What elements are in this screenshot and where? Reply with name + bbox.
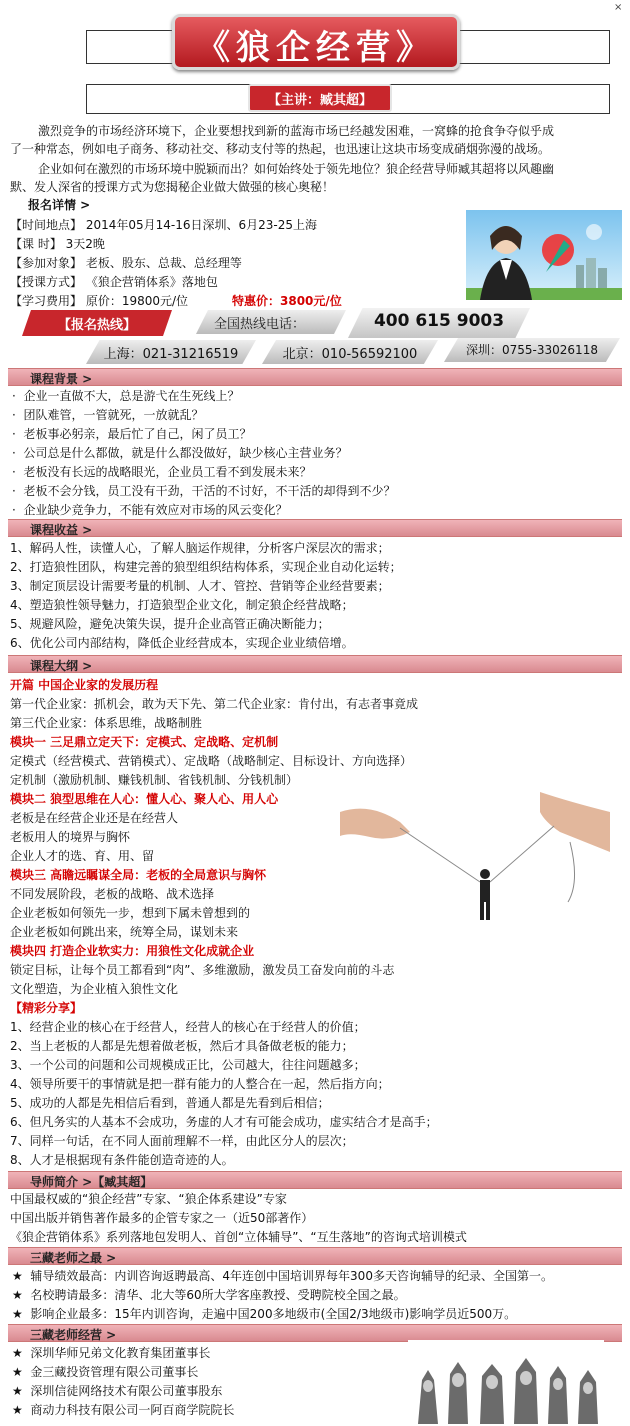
list-item: ★ 深圳华师兄弟文化教育集团董事长	[12, 1346, 211, 1360]
benefits-heading: 课程收益 >	[30, 523, 93, 537]
star-icon: ★	[12, 1384, 23, 1398]
list-item: · 老板事必躬亲，最后忙了自己，闲了员工？	[12, 427, 252, 441]
corner-mark: ×	[614, 2, 623, 13]
records-section-header	[8, 1247, 622, 1265]
list-item: 6、但凡务实的人基本不会成功，务虚的人才有可能会成功，虚实结合才是高手；	[10, 1115, 438, 1129]
list-item: 1、经营企业的核心在于经营人，经营人的核心在于经营人的价值；	[10, 1020, 366, 1034]
beijing-number: 北京：010-56592100	[282, 347, 418, 362]
intro-p2b: 默、发人深省的授课方式为您揭秘企业做大做强的核心奥秘！	[10, 180, 335, 194]
list-item: 《狼企营销体系》系列落地包发明人、首创“立体辅导”、“互生落地”的咨询式培训模式	[10, 1230, 467, 1244]
list-item: · 企业缺少竞争力，不能有效应对市场的风云变化？	[12, 503, 288, 517]
outline-text: 文化塑造，为企业植入狼性文化	[10, 982, 179, 996]
outline-text: 老板是在经营企业还是在经营人	[10, 811, 179, 825]
intro-p1a: 激烈竞争的市场经济环境下，企业要想找到新的蓝海市场已经越发困难，一窝蜂的抢食争夺似乎成	[38, 124, 555, 138]
outline-module-1: 模块一 三足鼎立定天下：定模式、定战略、定机制	[10, 735, 279, 749]
list-item: ★ 商动力科技有限公司一阿百商学院院长	[12, 1403, 235, 1417]
list-item: · 老板没有长远的战略眼光，企业员工看不到发展未来？	[12, 465, 312, 479]
list-item: 6、优化公司内部结构，降低企业经营成本，实现企业业绩倍增。	[10, 636, 354, 650]
shanghai-number: 上海：021-31216519	[103, 347, 239, 362]
star-icon: ★	[12, 1269, 23, 1283]
list-item: · 企业一直做不大，总是游弋在生死线上？	[12, 389, 240, 403]
puppet-hands-image	[340, 792, 610, 932]
list-item: 8、人才是根据现有条件能创造奇迹的人。	[10, 1153, 234, 1167]
list-item: 中国最权威的“狼企经营”专家、“狼企体系建设”专家	[10, 1192, 287, 1206]
national-hotline-label: 全国热线电话：	[214, 317, 306, 332]
wolf-pack-image	[408, 1340, 604, 1424]
outline-section-header	[8, 655, 622, 673]
star-icon: ★	[12, 1346, 23, 1360]
list-item: 2、打造狼性团队，构建完善的狼型组织结构体系，实现企业自动化运转；	[10, 560, 402, 574]
list-item: 5、规避风险，避免决策失误，提升企业高管正确决断能力；	[10, 617, 330, 631]
records-heading: 三藏老师之最 >	[30, 1251, 117, 1265]
businesswoman-image	[466, 210, 622, 300]
outline-module-4: 模块四 打造企业软实力：用狼性文化成就企业	[10, 944, 255, 958]
lecturer-label: 【主讲：臧其超】	[267, 93, 372, 108]
list-item: ★ 名校聘请最多：清华、北大等60所大学客座教授、受聘院校全国之最。	[12, 1288, 406, 1302]
outline-opening: 开篇 中国企业家的发展历程	[10, 678, 159, 692]
shenzhen-number: 深圳：0755-33026118	[466, 343, 598, 357]
list-item: 4、塑造狼性领导魅力，打造狼型企业文化，制定狼企经营战略；	[10, 598, 354, 612]
signup-hotline-label: 【报名热线】	[57, 318, 136, 333]
outline-module-3: 模块三 高瞻远瞩谋全局：老板的全局意识与胸怀	[10, 868, 267, 882]
detail-method: 【授课方式】 《狼企营销体系》落地包	[10, 275, 218, 289]
list-item: 7、同样一句话，在不同人面前理解不一样，由此区分人的层次；	[10, 1134, 354, 1148]
outline-text: 第一代企业家：抓机会，敢为天下先、第二代企业家：肯付出，有志者事竟成	[10, 697, 419, 711]
outline-heading: 课程大纲 >	[30, 659, 93, 673]
star-icon: ★	[12, 1403, 23, 1417]
mentor-section-header	[8, 1171, 622, 1189]
background-section-header	[8, 368, 622, 386]
benefits-section-header	[8, 519, 622, 537]
mentor-heading: 导师简介 >【臧其超】	[30, 1175, 153, 1189]
star-icon: ★	[12, 1307, 23, 1321]
star-icon: ★	[12, 1365, 23, 1379]
detail-fee: 【学习费用】 原价：19800元/位	[10, 294, 189, 308]
list-item: 5、成功的人都是先相信后看到，普通人都是先看到后相信；	[10, 1096, 330, 1110]
detail-hours: 【课 时】 3天2晚	[10, 237, 105, 251]
national-number: 400 615 9003	[373, 311, 505, 331]
detail-audience: 【参加对象】 老板、股东、总裁、总经理等	[10, 256, 242, 270]
outline-text: 老板用人的境界与胸怀	[10, 830, 131, 844]
details-heading: 报名详情 >	[28, 198, 91, 212]
highlights-heading: 【精彩分享】	[10, 1001, 83, 1015]
list-item: ★ 辅导绩效最高：内训咨询返聘最高、4年连创中国培训界每年300多天咨询辅导的纪录、全国第一。	[12, 1269, 553, 1283]
list-item: · 团队难管，一管就死，一放就乱？	[12, 408, 204, 422]
list-item: ★ 影响企业最多：15年内训咨询，走遍中国200多地级市(全国2/3地级市)影响学员近500万。	[12, 1307, 517, 1321]
list-item: 1、解码人性，读懂人心，了解人脑运作规律，分析客户深层次的需求；	[10, 541, 390, 555]
outline-text: 企业人才的选、育、用、留	[10, 849, 155, 863]
star-icon: ★	[12, 1288, 23, 1302]
detail-time: 【时间地点】 2014年05月14-16日深圳、6月23-25上海	[10, 218, 317, 232]
outline-text: 企业老板如何领先一步，想到下属未曾想到的	[10, 906, 251, 920]
intro-p2a: 企业如何在激烈的市场环境中脱颖而出？如何始终处于领先地位？狼企经营导师臧其超将以风趣幽	[38, 162, 555, 176]
list-item: 3、制定顶层设计需要考量的机制、人才、管控、营销等企业经营要素；	[10, 579, 390, 593]
outline-text: 第三代企业家：体系思维，战略制胜	[10, 716, 203, 730]
list-item: · 老板不会分钱，员工没有干劲，干活的不讨好，不干活的却得到不少？	[12, 484, 396, 498]
list-item: 中国出版并销售著作最多的企管专家之一（近50部著作）	[10, 1211, 314, 1225]
outline-text: 不同发展阶段，老板的战略、战术选择	[10, 887, 215, 901]
roles-heading: 三藏老师经营 >	[30, 1328, 117, 1342]
list-item: 3、一个公司的问题和公司规模成正比，公司越大，往往问题越多；	[10, 1058, 366, 1072]
intro-p1b: 了一种常态，例如电子商务、移动社交、移动支付等的热起，也迅速让这块市场变成硝烟弥漫的战场。	[10, 142, 551, 156]
outline-text: 锁定目标，让每个员工都看到“肉”、多维激励，激发员工奋发向前的斗志	[10, 963, 395, 977]
outline-text: 定机制（激励机制、赚钱机制、省钱机制、分钱机制）	[10, 773, 299, 787]
outline-text: 定模式（经营模式、营销模式）、定战略（战略制定、目标设计、方向选择）	[10, 754, 413, 768]
special-price: 特惠价：3800元/位	[232, 294, 342, 308]
list-item: 2、当上老板的人都是先想着做老板，然后才具备做老板的能力；	[10, 1039, 354, 1053]
list-item: 4、领导所要干的事情就是把一群有能力的人整合在一起，然后指方向；	[10, 1077, 390, 1091]
list-item: ★ 深圳信徒网络技术有限公司董事股东	[12, 1384, 223, 1398]
outline-text: 企业老板如何跳出来，统筹全局，谋划未来	[10, 925, 239, 939]
outline-module-2: 模块二 狼型思维在人心：懂人心、聚人心、用人心	[10, 792, 279, 806]
list-item: · 公司总是什么都做，就是什么都没做好，缺少核心主营业务？	[12, 446, 348, 460]
page-title: 《狼企经营》	[196, 28, 436, 68]
list-item: ★ 金三藏投资管理有限公司董事长	[12, 1365, 199, 1379]
background-heading: 课程背景 >	[30, 372, 93, 386]
